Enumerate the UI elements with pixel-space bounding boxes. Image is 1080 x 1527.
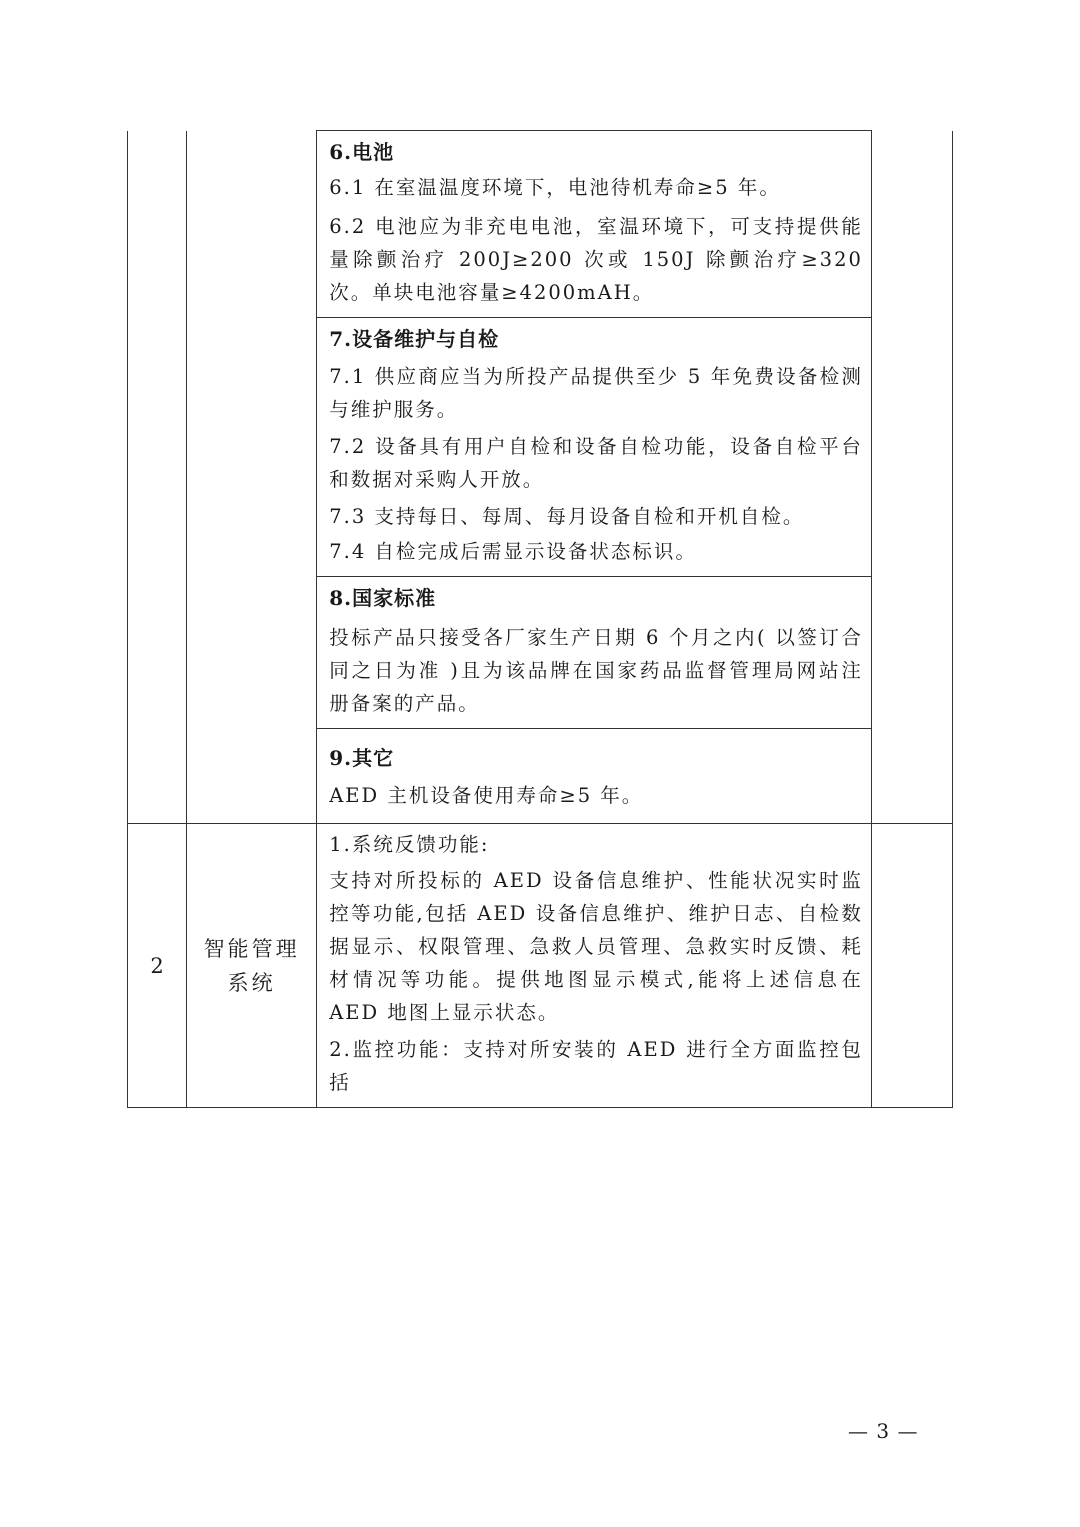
item-name: 智能管理系统: [203, 936, 300, 995]
number-cell-continued: [128, 131, 187, 824]
item-name-cell: [187, 824, 317, 1108]
spec-table: [127, 130, 953, 1108]
page-number: — 3 —: [848, 1419, 919, 1443]
table-row-section-6: [128, 131, 953, 318]
spec-paragraph: 1.系统反馈功能:: [329, 833, 490, 856]
section-heading: 9.其它: [329, 746, 395, 770]
spec-paragraph: 6.2 电池应为非充电电池，室温环境下，可支持提供能量除颤治疗 200J≥200 次或 150J 除颤治疗≥320 次。单块电池容量≥4200mAH。: [329, 215, 863, 304]
spec-paragraph: 7.4 自检完成后需显示设备状态标识。: [329, 540, 697, 563]
spec-paragraph: 2.监控功能：支持对所安装的 AED 进行全方面监控包括: [329, 1038, 863, 1094]
item-spec-cell: [317, 824, 872, 1108]
section-heading: 8.国家标准: [329, 586, 437, 610]
spec-cell-section-8: [317, 577, 872, 729]
spec-paragraph: 6.1 在室温温度环境下，电池待机寿命≥5 年。: [329, 176, 781, 199]
name-cell-continued: [187, 131, 317, 824]
spec-paragraph: 支持对所投标的 AED 设备信息维护、性能状况实时监控等功能,包括 AED 设备信息维护、维护日志、自检数据显示、权限管理、急救人员管理、急救实时反馈、耗材情况等功能。提供地图显示模式,能将上述信息在 AED 地图上显示状态。: [329, 869, 863, 1024]
item-number-cell: [128, 824, 187, 1108]
item-number: 2: [150, 953, 164, 978]
spec-cell-section-9: [317, 729, 872, 824]
section-heading: 7.设备维护与自检: [329, 327, 500, 351]
table-row-item-2: [128, 824, 953, 1108]
spec-paragraph: 投标产品只接受各厂家生产日期 6 个月之内( 以签订合同之日为准 )且为该品牌在国家药品监督管理局网站注册备案的产品。: [329, 626, 863, 715]
section-heading: 6.电池: [329, 140, 395, 164]
item-remark-cell: [871, 824, 952, 1108]
spec-cell-section-6: [317, 131, 872, 318]
spec-paragraph: AED 主机设备使用寿命≥5 年。: [329, 784, 644, 807]
spec-paragraph: 7.1 供应商应当为所投产品提供至少 5 年免费设备检测与维护服务。: [329, 365, 863, 421]
spec-paragraph: 7.3 支持每日、每周、每月设备自检和开机自检。: [329, 505, 805, 528]
spec-cell-section-7: [317, 318, 872, 577]
remark-cell-continued: [871, 131, 952, 824]
spec-paragraph: 7.2 设备具有用户自检和设备自检功能，设备自检平台和数据对采购人开放。: [329, 435, 863, 491]
